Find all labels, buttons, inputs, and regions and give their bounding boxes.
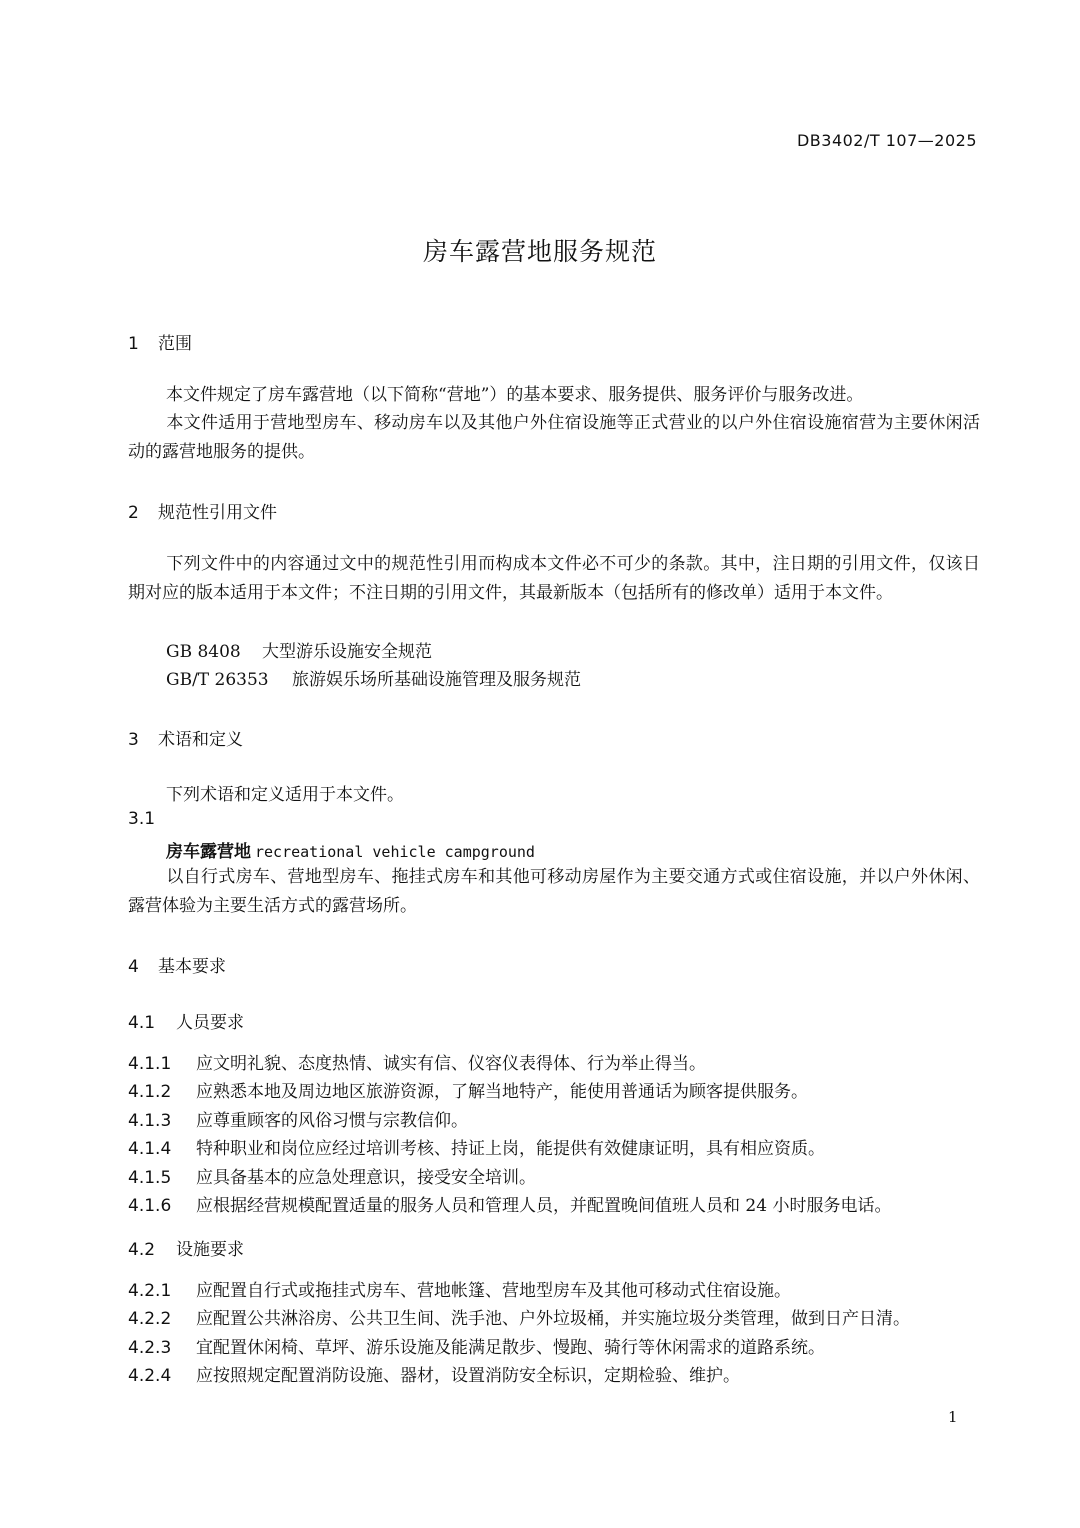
clause-number: 4.2.1 [128, 1281, 172, 1301]
subsection-4-2-heading [128, 1235, 244, 1260]
section-1-paragraph-1 [128, 381, 980, 410]
paragraph-text: 以自行式房车、营地型房车、拖挂式房车和其他可移动房屋作为主要交通方式或住宿设施，并以户外休闲、露营体验为主要生活方式的露营场所。 [128, 867, 980, 916]
section-number: 1 [128, 334, 139, 354]
term-entry [166, 837, 535, 862]
clause-number: 4.2.4 [128, 1366, 172, 1386]
standard-code: DB3402/T 107—2025 [796, 131, 977, 150]
page-number: 1 [948, 1408, 958, 1426]
clause-number: 4.1.6 [128, 1196, 172, 1216]
reference-code: GB/T 26353 [166, 670, 269, 690]
section-2-heading [128, 498, 277, 523]
section-3-heading [128, 725, 243, 750]
clause-number: 4.1.2 [128, 1082, 172, 1102]
term-definition [128, 863, 980, 920]
term-english: recreational vehicle campground [255, 843, 535, 861]
subsection-4-1-heading [128, 1008, 244, 1033]
reference-code: GB 8408 [166, 642, 241, 662]
clause-number: 4.2.2 [128, 1309, 172, 1329]
clause-text: 应具备基本的应急处理意识，接受安全培训。 [196, 1168, 536, 1188]
section-title: 术语和定义 [158, 730, 243, 750]
clause-number: 4.1.4 [128, 1139, 172, 1159]
normative-reference [166, 665, 581, 690]
section-title: 规范性引用文件 [158, 503, 277, 523]
section-1-heading [128, 329, 192, 354]
normative-reference [166, 637, 432, 662]
clause-text: 宜配置休闲椅、草坪、游乐设施及能满足散步、慢跑、骑行等休闲需求的道路系统。 [196, 1338, 825, 1358]
clause-item [128, 1333, 825, 1358]
section-number: 3 [128, 730, 139, 750]
clause-item [128, 1077, 808, 1102]
paragraph-text: 本文件适用于营地型房车、移动房车以及其他户外住宿设施等正式营业的以户外住宿设施宿营为主要休闲活动的露营地服务的提供。 [128, 413, 980, 462]
clause-number: 4.1.3 [128, 1111, 172, 1131]
clause-number: 4.2.3 [128, 1338, 172, 1358]
clause-text: 应熟悉本地及周边地区旅游资源，了解当地特产，能使用普通话为顾客提供服务。 [196, 1082, 808, 1102]
clause-text: 应配置自行式或拖挂式房车、营地帐篷、营地型房车及其他可移动式住宿设施。 [196, 1281, 791, 1301]
clause-item [128, 1191, 891, 1216]
section-4-heading [128, 952, 226, 977]
section-number: 2 [128, 503, 139, 523]
clause-item [128, 1276, 791, 1301]
clause-text: 应尊重顾客的风俗习惯与宗教信仰。 [196, 1111, 468, 1131]
clause-item [128, 1163, 536, 1188]
clause-item [128, 1361, 740, 1386]
section-3-intro: 下列术语和定义适用于本文件。 [166, 785, 404, 805]
clause-item [128, 1049, 706, 1074]
term-chinese: 房车露营地 [166, 842, 251, 862]
clause-text: 应文明礼貌、态度热情、诚实有信、仪容仪表得体、行为举止得当。 [196, 1054, 706, 1074]
section-1-paragraph-2 [128, 409, 980, 466]
reference-title: 旅游娱乐场所基础设施管理及服务规范 [292, 670, 581, 690]
paragraph-text: 本文件规定了房车露营地（以下简称“营地”）的基本要求、服务提供、服务评价与服务改进。 [166, 385, 864, 405]
subsection-title: 人员要求 [176, 1013, 244, 1033]
clause-item [128, 1106, 468, 1131]
subsection-title: 设施要求 [176, 1240, 244, 1260]
clause-number: 4.1.1 [128, 1054, 172, 1074]
paragraph-text: 下列文件中的内容通过文中的规范性引用而构成本文件必不可少的条款。其中，注日期的引用文件，仅该日期对应的版本适用于本文件；不注日期的引用文件，其最新版本（包括所有的修改单）适用于本文件。 [128, 554, 980, 603]
section-title: 范围 [158, 334, 192, 354]
subsection-number: 4.1 [128, 1013, 156, 1033]
clause-text: 应配置公共淋浴房、公共卫生间、洗手池、户外垃圾桶，并实施垃圾分类管理，做到日产日清。 [196, 1309, 910, 1329]
document-title: 房车露营地服务规范 [422, 237, 657, 266]
section-number: 4 [128, 957, 139, 977]
clause-item [128, 1134, 825, 1159]
section-title: 基本要求 [158, 957, 226, 977]
reference-title: 大型游乐设施安全规范 [262, 642, 432, 662]
subsection-number: 4.2 [128, 1240, 156, 1260]
term-number: 3.1 [128, 809, 156, 829]
clause-text: 特种职业和岗位应经过培训考核、持证上岗，能提供有效健康证明，具有相应资质。 [196, 1139, 825, 1159]
section-2-paragraph [128, 550, 980, 607]
clause-number: 4.1.5 [128, 1168, 172, 1188]
clause-item [128, 1304, 910, 1329]
clause-text: 应按照规定配置消防设施、器材，设置消防安全标识，定期检验、维护。 [196, 1366, 740, 1386]
clause-text: 应根据经营规模配置适量的服务人员和管理人员，并配置晚间值班人员和 24 小时服务电话。 [196, 1196, 892, 1216]
